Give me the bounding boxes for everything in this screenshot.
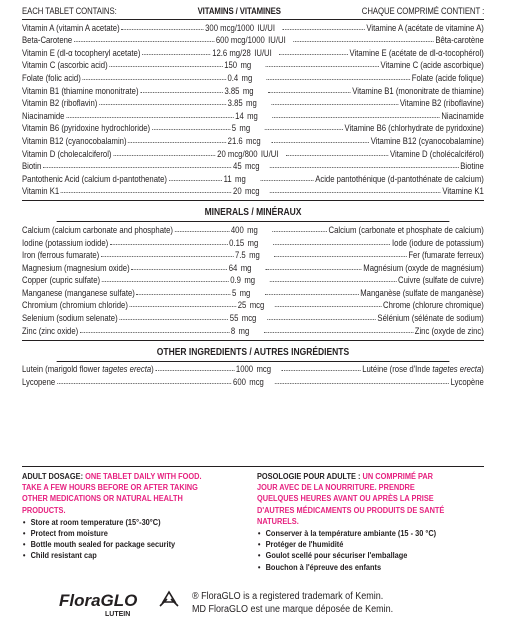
ingredient-unit: mg — [239, 287, 251, 298]
name-part: Lycopène — [450, 376, 484, 387]
dot-leader — [260, 180, 313, 181]
ingredient-name-en: Vitamin B1 (thiamine mononitrate) — [22, 85, 139, 96]
ingredient-unit: mg — [247, 224, 258, 235]
minerals-section — [22, 200, 484, 222]
ingredient-amount: 3.85 — [224, 85, 240, 96]
ingredient-row — [22, 33, 484, 46]
ingredient-name-fr: Vitamine C (acide ascorbique) — [380, 60, 484, 71]
trademark-fr: MD FloraGLO est une marque déposée de Kemin. — [192, 604, 394, 615]
dot-leader — [265, 129, 343, 130]
ingredient-unit: mg — [241, 72, 253, 83]
dosage-fr — [257, 471, 452, 573]
dot-leader — [61, 192, 231, 193]
dot-leader — [293, 41, 433, 42]
ingredient-amount: 600 — [233, 376, 246, 387]
storage-en-item: • Store at room temperature (15°-30°C) — [22, 517, 217, 528]
ingredient-name-fr: Vitamine D (cholécalciférol) — [390, 148, 484, 159]
ingredient-name-en: Copper (cupric sulfate) — [22, 275, 101, 286]
ingredient-unit: mg — [240, 60, 252, 71]
vitamins-list — [22, 19, 484, 196]
ingredient-unit: mcg — [244, 186, 260, 197]
ingredient-row — [22, 70, 484, 83]
ingredient-unit: mcg — [244, 161, 260, 172]
ingredient-unit: IU/UI — [257, 22, 275, 33]
dot-leader — [270, 281, 397, 282]
dot-leader — [275, 306, 381, 307]
dot-leader — [119, 319, 228, 320]
dot-leader — [99, 104, 226, 105]
dosage-section — [22, 466, 484, 573]
ingredient-name-en: Vitamin K1 — [22, 186, 60, 197]
ingredient-amount: 12.6 mg/28 — [212, 47, 251, 58]
floraglo-logo — [57, 586, 187, 620]
ingredient-name-fr: Vitamine E (acétate de dl-α-tocophérol) — [349, 47, 484, 58]
dot-leader — [43, 167, 231, 168]
ingredient-name-fr: Acide pantothénique (d-pantothénate de calcium) — [315, 173, 484, 184]
dot-leader — [272, 117, 439, 118]
dot-leader — [266, 66, 379, 67]
flower-icon — [160, 592, 178, 606]
storage-en-item: • Protect from moisture — [22, 528, 217, 539]
ingredient-amount: 45 — [233, 161, 242, 172]
ingredient-name-fr: Vitamine B12 (cyanocobalamine) — [370, 135, 484, 146]
ingredient-name-fr — [451, 377, 484, 387]
ingredient-row — [22, 45, 484, 58]
trademark-notice — [192, 590, 393, 616]
storage-fr-item: • Protéger de l'humidité — [257, 539, 452, 550]
ingredient-name-en: Vitamin B2 (riboflavin) — [22, 98, 98, 109]
ingredient-unit: mcg — [249, 300, 265, 311]
ingredient-unit: mcg — [249, 376, 264, 387]
dot-leader — [155, 370, 234, 371]
dot-leader — [273, 244, 391, 245]
ingredient-unit: mg — [246, 98, 257, 109]
ingredient-unit: mcg — [241, 313, 257, 324]
ingredient-row — [22, 20, 484, 33]
dot-leader — [169, 180, 222, 181]
storage-fr-item: • Conserver à la température ambiante (15 - 30 °C) — [257, 528, 452, 539]
dot-leader — [271, 142, 369, 143]
ingredient-row — [22, 248, 484, 261]
ingredient-amount: 21.6 — [227, 135, 243, 146]
dot-leader — [266, 269, 362, 270]
dot-leader — [128, 142, 226, 143]
ingredient-name-en: Folate (folic acid) — [22, 72, 81, 83]
ingredient-row — [22, 323, 484, 336]
ingredient-name-en: Niacinamide — [22, 110, 65, 121]
ingredient-unit: mg — [249, 250, 260, 261]
ingredient-amount: 1000 — [235, 364, 254, 375]
ingredient-amount: 55 — [229, 313, 239, 324]
dot-leader — [268, 92, 351, 93]
other-section — [22, 340, 484, 362]
ingredient-name-fr: Folate (acide folique) — [411, 72, 484, 83]
ingredient-name-fr — [362, 364, 484, 374]
ingredient-name-fr: Fer (fumarate ferreux) — [408, 250, 484, 261]
vitamins-title: VITAMINS / VITAMINES — [197, 6, 281, 17]
ingredient-name-fr: Bêta-carotène — [435, 35, 484, 46]
dot-leader — [142, 54, 210, 55]
ingredient-unit: mg — [239, 123, 251, 134]
dot-leader — [66, 117, 233, 118]
ingredient-unit: mg — [242, 85, 254, 96]
ingredient-name-en: Calcium (calcium carbonate and phosphate) — [22, 224, 174, 235]
ingredient-name-en: Vitamin B6 (pyridoxine hydrochloride) — [22, 123, 151, 134]
ingredient-name-en: Magnesium (magnesium oxide) — [22, 262, 130, 273]
logo-brand: FloraGLO — [59, 591, 138, 610]
ingredient-amount: 150 — [224, 60, 238, 71]
ingredient-name-fr: Sélénium (sélénate de sodium) — [377, 313, 484, 324]
dot-leader — [57, 383, 231, 384]
ingredient-row — [22, 96, 484, 109]
ingredient-name-fr: Chrome (chlorure chromique) — [383, 300, 484, 311]
ingredient-amount: 0.15 — [229, 237, 245, 248]
ingredient-row — [22, 184, 484, 197]
dot-leader — [137, 294, 231, 295]
ingredient-row — [22, 298, 484, 311]
ingredient-row — [22, 235, 484, 248]
dot-leader — [110, 244, 228, 245]
ingredient-amount: 5 — [231, 123, 237, 134]
dot-leader — [282, 370, 361, 371]
ingredient-unit: mg — [240, 262, 252, 273]
ingredient-row — [22, 171, 484, 184]
dot-leader — [264, 332, 413, 333]
ingredient-row — [22, 83, 484, 96]
dot-leader — [121, 29, 203, 30]
ingredient-name-fr: Iode (iodure de potassium) — [392, 237, 484, 248]
dosage-en-text: ONE TABLET DAILY WITH FOOD. TAKE A FEW HOURS BEFORE OR AFTER TAKING OTHER MEDICATIONS OR NATURAL HEALTH PRODUCTS. — [22, 471, 202, 515]
ingredient-name-en: Vitamin C (ascorbic acid) — [22, 60, 108, 71]
ingredient-unit: mcg — [256, 364, 272, 375]
ingredient-name-fr: Niacinamide — [441, 110, 484, 121]
dot-leader — [265, 294, 359, 295]
ingredient-name-fr: Vitamine B2 (riboflavine) — [399, 98, 484, 109]
ingredient-name-fr: Manganèse (sulfate de manganèse) — [360, 287, 484, 298]
dot-leader — [80, 332, 229, 333]
name-italic: tagetes erecta — [102, 364, 152, 375]
storage-en-list — [22, 517, 217, 562]
ingredient-row — [22, 121, 484, 134]
supplement-facts-panel — [22, 6, 484, 387]
ingredient-name-fr: Vitamine B1 (mononitrate de thiamine) — [352, 85, 484, 96]
ingredient-unit: mcg — [246, 135, 261, 146]
dot-leader — [102, 281, 229, 282]
ingredient-row — [22, 146, 484, 159]
storage-fr-item: • Bouchon à l'épreuve des enfants — [257, 562, 452, 573]
dot-leader — [131, 269, 227, 270]
dot-leader — [279, 54, 347, 55]
ingredient-name-en: Zinc (zinc oxide) — [22, 325, 79, 336]
dot-leader — [270, 167, 458, 168]
storage-fr-item: • Goulot scellé pour sécuriser l'emballage — [257, 550, 452, 561]
dot-leader — [272, 231, 327, 232]
ingredient-amount: 600 mcg/1000 — [215, 35, 265, 46]
ingredient-amount: 300 mcg/1000 — [205, 22, 255, 33]
ingredient-row — [22, 310, 484, 323]
ingredient-amount: 7.5 — [234, 250, 246, 261]
ingredient-name-en — [22, 364, 154, 374]
each-tablet-label: EACH TABLET CONTAINS: — [22, 6, 117, 17]
ingredient-amount: 0.9 — [230, 275, 241, 286]
trademark-en: ® FloraGLO is a registered trademark of Kemin. — [192, 591, 384, 602]
ingredient-name-fr: Calcium (carbonate et phosphate de calcium) — [328, 224, 484, 235]
storage-fr-list — [257, 528, 452, 573]
name-part: ) — [151, 364, 154, 375]
ingredient-name-fr: Vitamine B6 (chlorhydrate de pyridoxine) — [344, 123, 484, 134]
other-title: OTHER INGREDIENTS / AUTRES INGRÉDIENTS — [57, 341, 450, 362]
ingredient-amount: 8 — [230, 325, 236, 336]
ingredient-row — [22, 374, 484, 387]
ingredient-amount: 20 — [233, 186, 242, 197]
ingredient-row — [22, 285, 484, 298]
name-part: Lycopene — [22, 376, 56, 387]
ingredient-name-en: Pantothenic Acid (calcium d-pantothenate) — [22, 173, 168, 184]
ingredient-amount: 5 — [231, 287, 237, 298]
ingredient-unit: IU/UI — [254, 47, 272, 58]
ingredient-amount: 0.4 — [227, 72, 239, 83]
ingredient-amount: 64 — [228, 262, 238, 273]
dot-leader — [152, 129, 230, 130]
ingredient-name-fr: Zinc (oxyde de zinc) — [414, 325, 484, 336]
dot-leader — [82, 79, 225, 80]
ingredient-name-en: Selenium (sodium selenate) — [22, 313, 118, 324]
ingredient-name-en: Iodine (potassium iodide) — [22, 237, 109, 248]
ingredient-amount: 25 — [237, 300, 247, 311]
ingredient-name-fr: Cuivre (sulfate de cuivre) — [398, 275, 484, 286]
ingredient-amount: 3.85 — [227, 98, 243, 109]
name-part: Lutéine (rose d'Inde — [362, 364, 433, 375]
name-italic: tagetes erecta — [432, 364, 482, 375]
ingredient-row — [22, 362, 484, 375]
dot-leader — [130, 306, 236, 307]
ingredient-amount: 11 — [223, 173, 232, 184]
dot-leader — [271, 104, 398, 105]
ingredient-row — [22, 58, 484, 71]
ingredient-row — [22, 260, 484, 273]
dosage-fr-text: UN COMPRIMÉ PAR JOUR AVEC DE LA NOURRITURE. PRENDRE QUELQUES HEURES AVANT OU APRÈS LA PRISE D'AUTRES MÉDICAMENTS OU PRODUITS DE SANTÉ NATURELS. — [257, 471, 445, 526]
ingredient-name-en: Iron (ferrous fumarate) — [22, 250, 100, 261]
dot-leader — [283, 29, 365, 30]
ingredient-name-en: Vitamin D (cholecalciferol) — [22, 148, 112, 159]
ingredient-unit: IU/UI — [268, 35, 286, 46]
ingredient-row — [22, 273, 484, 286]
dot-leader — [274, 383, 448, 384]
ingredient-row — [22, 222, 484, 235]
dosage-en — [22, 471, 217, 573]
ingredient-amount: 20 mcg/800 — [217, 148, 258, 159]
name-part: ) — [481, 364, 484, 375]
dosage-fr-label: POSOLOGIE POUR ADULTE : — [257, 471, 361, 481]
ingredient-amount: 400 — [230, 224, 244, 235]
ingredient-unit: IU/UI — [260, 148, 279, 159]
dot-leader — [113, 155, 215, 156]
ingredient-name-en: Vitamin E (dl-α tocopheryl acetate) — [22, 47, 141, 58]
dot-leader — [270, 192, 440, 193]
ingredient-name-en — [22, 377, 55, 387]
other-list — [22, 362, 484, 387]
ingredient-name-en: Biotin — [22, 161, 42, 172]
dot-leader — [274, 256, 406, 257]
dot-leader — [286, 155, 388, 156]
dot-leader — [74, 41, 214, 42]
ingredient-name-fr: Magnésium (oxyde de magnésium) — [363, 262, 484, 273]
logo-sub: LUTEIN — [105, 611, 131, 618]
ingredient-unit: mg — [235, 173, 246, 184]
dot-leader — [140, 92, 223, 93]
dot-leader — [101, 256, 233, 257]
dot-leader — [267, 79, 410, 80]
ingredient-name-en: Beta-Carotene — [22, 35, 73, 46]
ingredient-name-fr: Vitamine A (acétate de vitamine A) — [366, 22, 484, 33]
ingredient-name-fr: Biotine — [460, 161, 484, 172]
panel-header — [22, 6, 484, 17]
minerals-list — [22, 222, 484, 335]
ingredient-unit: mg — [244, 275, 256, 286]
ingredient-name-en: Manganese (manganese sulfate) — [22, 287, 135, 298]
ingredient-row — [22, 133, 484, 146]
ingredient-name-en: Vitamin A (vitamin A acetate) — [22, 22, 120, 33]
ingredient-unit: mg — [238, 325, 250, 336]
storage-en-item: • Child resistant cap — [22, 550, 217, 561]
name-part: Lutein (marigold flower — [22, 364, 103, 375]
ingredient-unit: mg — [247, 237, 259, 248]
ingredient-row — [22, 159, 484, 172]
chaque-label: CHAQUE COMPRIMÉ CONTIENT : — [361, 6, 485, 17]
ingredient-row — [22, 108, 484, 121]
storage-en-item: • Bottle mouth sealed for package security — [22, 539, 217, 550]
ingredient-name-fr: Vitamine K1 — [442, 186, 484, 197]
ingredient-name-en: Chromium (chromium chloride) — [22, 300, 128, 311]
dosage-en-label: ADULT DOSAGE: — [22, 471, 84, 481]
ingredient-amount: 14 — [235, 110, 244, 121]
dot-leader — [175, 231, 230, 232]
ingredient-unit: mg — [247, 110, 258, 121]
minerals-title: MINERALS / MINÉRAUX — [57, 201, 450, 222]
dot-leader — [109, 66, 222, 67]
ingredient-name-en: Vitamin B12 (cyanocobalamin) — [22, 135, 127, 146]
dot-leader — [267, 319, 376, 320]
